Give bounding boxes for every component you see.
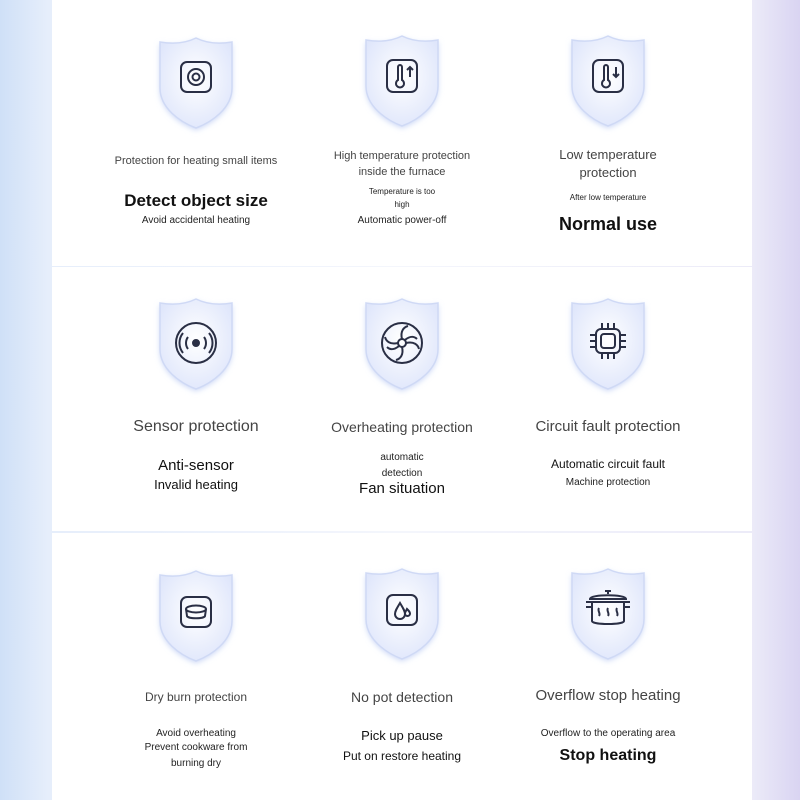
feature-title: Dry burn protection bbox=[144, 690, 248, 704]
feature-headline: Normal use bbox=[558, 214, 658, 234]
feature-detail-line: Temperature is too bbox=[368, 187, 436, 196]
feature-title-line: protection bbox=[579, 165, 637, 180]
shield-badge bbox=[360, 32, 444, 132]
feature-subtext-line: Prevent cookware from bbox=[144, 742, 248, 753]
feature-subtext: Automatic power-off bbox=[357, 215, 447, 226]
feature-overflow bbox=[508, 533, 708, 800]
feature-detail-line: automatic bbox=[380, 452, 424, 463]
feature-subtext: Overflow to the operating area bbox=[540, 728, 676, 739]
feature-headline-line: Put on restore heating bbox=[342, 749, 462, 763]
feature-no-pot bbox=[302, 533, 502, 800]
feature-title: Circuit fault protection bbox=[535, 418, 681, 435]
feature-sensor bbox=[96, 267, 296, 531]
feature-subtext: Machine protection bbox=[565, 477, 651, 488]
feature-headline-line: Pick up pause bbox=[361, 728, 443, 743]
feature-title: Sensor protection bbox=[133, 418, 259, 435]
feature-detail-line: detection bbox=[381, 468, 423, 479]
feature-title: No pot detection bbox=[351, 689, 453, 705]
feature-title-line: High temperature protection bbox=[333, 150, 471, 162]
feature-dry-burn bbox=[96, 533, 296, 800]
feature-title: Overheating protection bbox=[331, 419, 473, 435]
feature-subtext-line: burning dry bbox=[170, 758, 222, 769]
feature-title-line: inside the furnace bbox=[358, 166, 446, 178]
feature-high-temperature bbox=[302, 0, 502, 266]
feature-headline-line: Invalid heating bbox=[154, 477, 238, 492]
shield-badge bbox=[566, 565, 650, 665]
feature-title-line: Low temperature bbox=[559, 147, 657, 162]
feature-overheating bbox=[302, 267, 502, 531]
feature-headline-line: Automatic circuit fault bbox=[550, 457, 666, 471]
shield-badge bbox=[360, 295, 444, 395]
feature-subtext: Avoid accidental heating bbox=[141, 215, 251, 226]
feature-low-temperature bbox=[508, 0, 708, 266]
shield-badge bbox=[154, 295, 238, 395]
shield-badge bbox=[154, 34, 238, 134]
feature-object-size bbox=[96, 0, 296, 266]
shield-badge bbox=[154, 567, 238, 667]
feature-detail-line: high bbox=[394, 200, 410, 209]
feature-headline: Detect object size bbox=[124, 191, 268, 210]
shield-badge bbox=[566, 295, 650, 395]
shield-badge bbox=[566, 32, 650, 132]
shield-badge bbox=[360, 565, 444, 665]
feature-subtext-line: Avoid overheating bbox=[156, 728, 236, 739]
feature-detail-line: After low temperature bbox=[569, 193, 647, 202]
feature-circuit-fault bbox=[508, 267, 708, 531]
feature-title: Protection for heating small items bbox=[114, 155, 278, 167]
feature-title: Overflow stop heating bbox=[535, 687, 681, 704]
feature-headline: Fan situation bbox=[359, 480, 445, 497]
feature-headline: Stop heating bbox=[559, 747, 657, 764]
feature-headline-line: Anti-sensor bbox=[158, 457, 234, 474]
